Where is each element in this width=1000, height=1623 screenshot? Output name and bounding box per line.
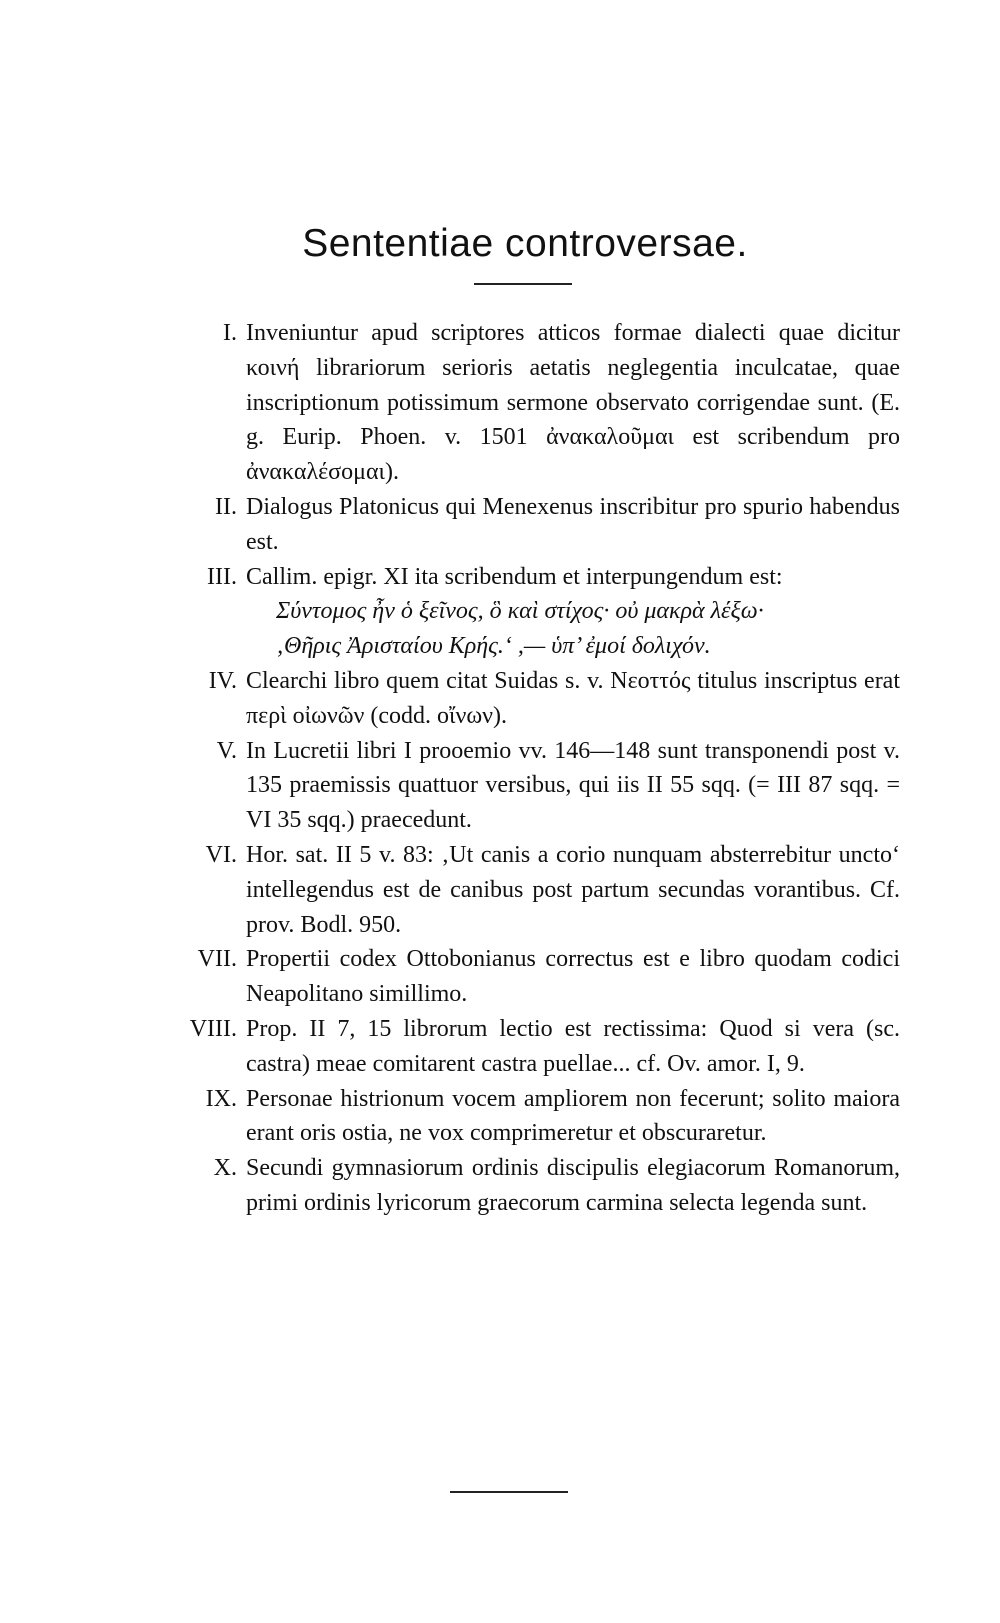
thesis-9: [160, 1082, 900, 1152]
thesis-text: Clearchi libro quem citat Suidas s. v. Νεοττός titulus inscriptus erat περὶ οἰωνῶν (codd. οἴνων).: [246, 667, 900, 729]
thesis-text: Secundi gymnasiorum ordinis discipulis elegiacorum Romanorum, primi ordinis lyricorum graecorum carmina selecta legenda sunt.: [246, 1155, 900, 1216]
thesis-8: [160, 1012, 900, 1082]
thesis-2: [160, 490, 900, 560]
thesis-numeral: IX.: [205, 1085, 237, 1112]
thesis-text: Personae histrionum vocem ampliorem non fecerunt; solito maiora erant oris ostia, ne vox comprimeretur et obscuraretur.: [246, 1085, 900, 1147]
thesis-text: Callim. epigr. XI ita scribendum et interpungendum est:: [246, 563, 783, 590]
thesis-text: In Lucretii libri I prooemio vv. 146—148 sunt transponendi post v. 135 praemissis quattuor versibus, qui iis II 55 sqq. (= III 87 sqq. = VI 35 sqq.) praecedunt.: [246, 737, 900, 834]
epigram-verse-2: ‚Θῆρις Ἀρισταίου Κρής.‘ ,— ὑπ’ ἐμοί δολιχόν.: [276, 633, 711, 660]
thesis-text: Dialogus Platonicus qui Menexenus inscribitur pro spurio habendus est.: [246, 493, 900, 555]
thesis-7: [160, 942, 900, 1012]
thesis-3: [160, 560, 900, 664]
thesis-1: [160, 316, 900, 490]
thesis-numeral: VIII.: [189, 1015, 237, 1042]
thesis-numeral: X.: [213, 1155, 237, 1182]
thesis-numeral: VI.: [205, 841, 237, 868]
closing-divider: [450, 1491, 568, 1493]
thesis-numeral: IV.: [208, 667, 237, 694]
thesis-numeral: VII.: [197, 946, 237, 973]
thesis-5: [160, 734, 900, 838]
thesis-text: Inveniuntur apud scriptores atticos formae dialecti quae dicitur κοινή librariorum serioris aetatis neglegentia inculcatae, quae inscriptionum potissimum sermone observato corrigendae sunt. (E. g. Eurip. Phoen. v. 1501 ἀνακαλοῦμαι est scribendum pro ἀνακαλέσομαι).: [246, 320, 900, 486]
thesis-numeral: II.: [215, 493, 237, 520]
thesis-numeral: III.: [207, 563, 237, 590]
title-divider: [474, 283, 572, 285]
epigram-verse-1: Σύντομος ἦν ὁ ξεῖνος, ὃ καὶ στίχος· οὐ μακρὰ λέξω·: [276, 598, 764, 625]
thesis-6: [160, 838, 900, 942]
thesis-numeral: I.: [223, 320, 237, 346]
thesis-4: [160, 664, 900, 734]
thesis-text: Propertii codex Ottobonianus correctus est e libro quodam codici Neapolitano simillimo.: [246, 946, 900, 1008]
page-title: Sententiae controversae.: [302, 222, 748, 265]
thesis-numeral: V.: [216, 737, 237, 764]
thesis-text: Prop. II 7, 15 librorum lectio est rectissima: Quod si vera (sc. castra) meae comitarent castra puellae... cf. Ov. amor. I, 9.: [246, 1015, 900, 1077]
thesis-10: [160, 1151, 900, 1221]
theses-list: [160, 316, 900, 1221]
thesis-text: Hor. sat. II 5 v. 83: ‚Ut canis a corio nunquam absterrebitur uncto‘ intellegendus est de canibus post partum secundas vorantibus. Cf. prov. Bodl. 950.: [246, 841, 900, 938]
